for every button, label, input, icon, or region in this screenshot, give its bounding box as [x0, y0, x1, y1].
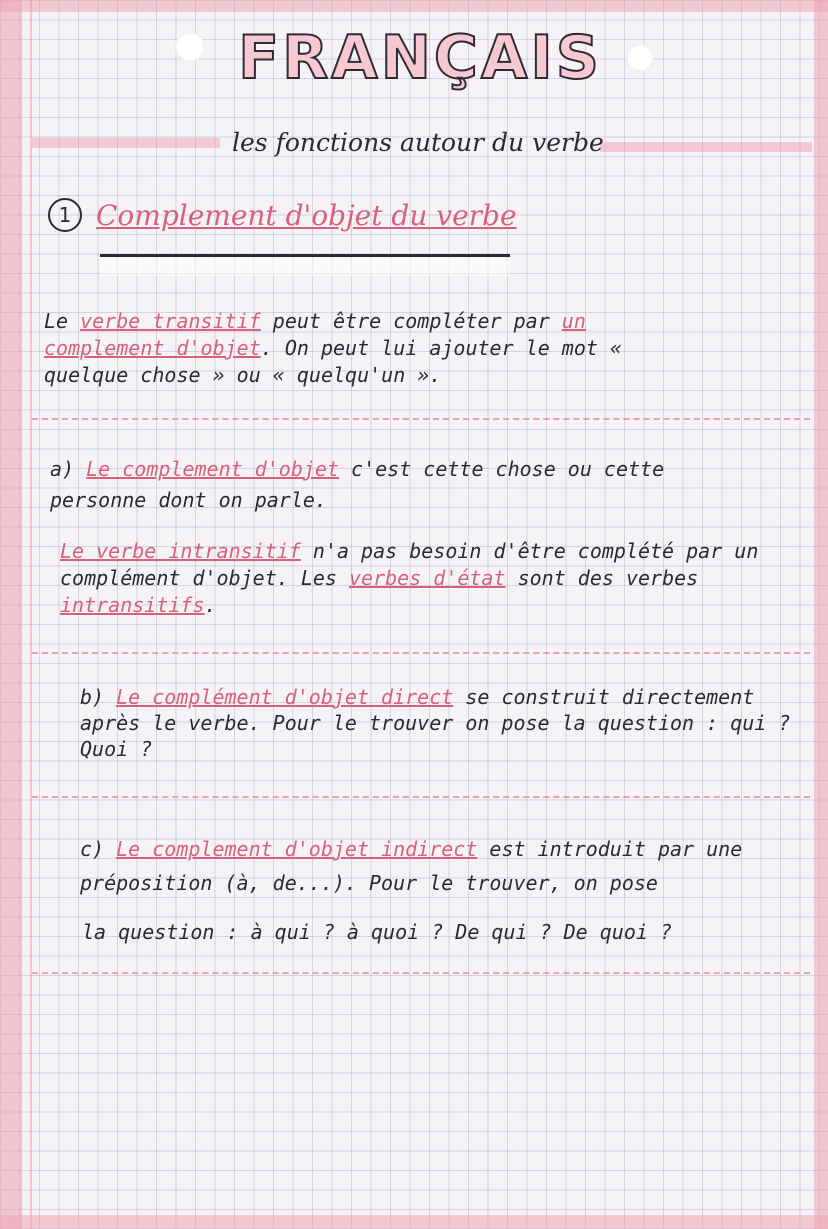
highlight-cod: Le complément d'objet direct — [116, 685, 454, 709]
part-c-text: est introduit par une préposition (à, de...). Pour le trouver, on pose — [80, 837, 743, 895]
top-margin-band — [0, 0, 828, 12]
part-b-paragraph — [80, 684, 820, 762]
heading-whiteout — [100, 258, 510, 276]
part-c-label: c) — [80, 837, 117, 861]
dashed-separator — [32, 972, 810, 974]
highlight-verbes-etat: verbes d'état — [348, 566, 506, 590]
highlight-complement-objet: un complement d'objet — [44, 309, 586, 360]
section-heading — [48, 198, 517, 232]
section-number-circle: 1 — [48, 198, 82, 232]
part-a-label: a) — [50, 457, 87, 481]
page-subtitle: les fonctions autour du verbe — [232, 128, 604, 157]
heading-underline — [100, 254, 510, 257]
intro-text: . On peut lui ajouter le mot « quelque chose » ou « quelqu'un ». — [44, 336, 622, 387]
dashed-separator — [32, 796, 810, 798]
highlight-complement-objet: Le complement d'objet — [86, 457, 339, 481]
intro-text: Le — [44, 309, 81, 333]
part-a-paragraph — [50, 454, 740, 516]
intransitive-paragraph — [60, 538, 760, 619]
left-margin-line — [30, 0, 32, 1229]
title-highlight-band — [600, 142, 812, 152]
bottom-margin-band — [0, 1215, 828, 1229]
section-title: Complement d'objet du verbe — [96, 198, 517, 232]
dashed-separator — [32, 418, 810, 420]
highlight-verbe-intransitif: Le verbe intransitif — [60, 539, 301, 563]
dashed-separator — [32, 652, 810, 654]
page-title: FRANÇAIS — [238, 23, 602, 93]
part-c-question-text: la question : à qui ? à quoi ? De qui ? De quoi ? — [82, 920, 673, 944]
intro-text: peut être compléter par — [260, 309, 562, 333]
intransitive-text: . — [204, 593, 217, 617]
intransitive-text: sont des verbes — [505, 566, 699, 590]
part-c-paragraph — [80, 832, 780, 900]
right-margin-band — [814, 0, 828, 1229]
left-margin-band — [0, 0, 22, 1229]
highlight-coi: Le complement d'objet indirect — [116, 837, 478, 861]
part-b-label: b) — [80, 685, 117, 709]
part-b-text: se construit directement après le verbe. Pour le trouver on pose la question : qui ? Quoi ? — [80, 685, 791, 761]
highlight-verbe-transitif: verbe transitif — [80, 309, 261, 333]
intransitive-text: n'a pas besoin d'être complété par un complément d'objet. Les — [60, 539, 759, 590]
highlight-intransitifs: intransitifs — [60, 593, 205, 617]
title-highlight-band — [32, 138, 220, 148]
part-a-text: c'est cette chose ou cette personne dont on parle. — [50, 457, 665, 512]
intro-paragraph — [44, 308, 704, 389]
part-c-question — [82, 918, 762, 946]
